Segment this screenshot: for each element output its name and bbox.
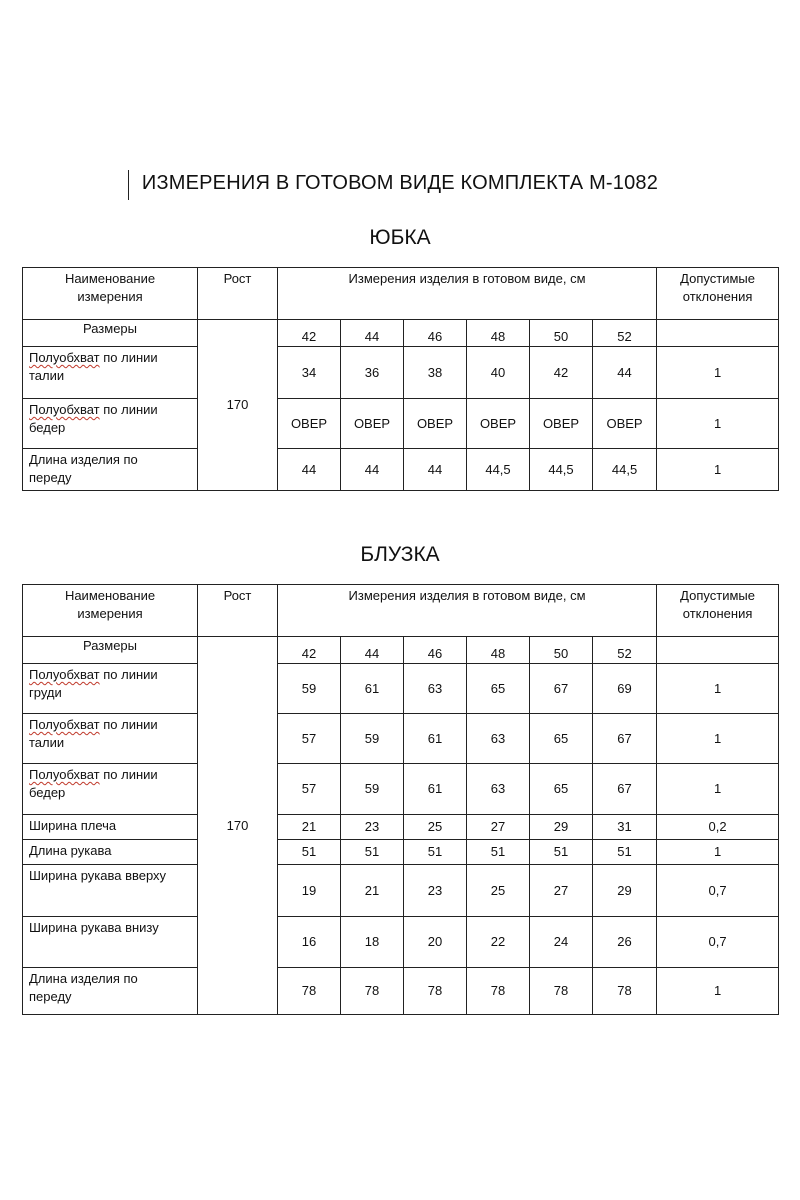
skirt-section-title: ЮБКА xyxy=(369,226,431,249)
sizes-tolerance-blank-cell xyxy=(657,320,779,347)
sizes-row xyxy=(23,637,779,664)
measurement-value-cell xyxy=(278,347,341,399)
header-name-line2: измерения xyxy=(77,289,143,304)
measurement-value-cell xyxy=(530,815,593,840)
size-value: 44 xyxy=(364,646,380,661)
size-cell xyxy=(467,320,530,347)
measurement-value-cell xyxy=(404,399,467,449)
measurement-value: 61 xyxy=(427,781,443,796)
tolerance-value-cell xyxy=(657,764,779,815)
measurement-value: 21 xyxy=(364,882,380,898)
size-cell xyxy=(341,637,404,664)
measurement-value: 59 xyxy=(364,730,380,746)
measurement-value: 51 xyxy=(364,844,380,859)
measurement-value-cell xyxy=(593,764,657,815)
measurement-value-cell xyxy=(278,714,341,764)
header-row xyxy=(23,585,779,637)
measurement-name-text: Длина изделия по xyxy=(29,452,138,467)
measurement-name-keyword: Полуобхват xyxy=(29,717,100,732)
measurement-value-cell xyxy=(593,399,657,449)
size-cell xyxy=(404,320,467,347)
measurement-value-cell xyxy=(593,664,657,714)
measurement-value: 40 xyxy=(490,364,506,380)
measurement-value-cell xyxy=(530,714,593,764)
measurement-name-continuation: талии xyxy=(29,735,65,750)
measurement-value: 23 xyxy=(364,819,380,834)
measurement-value: 42 xyxy=(553,364,569,380)
measurement-value-cell xyxy=(467,968,530,1015)
measurement-value: 44,5 xyxy=(485,461,511,477)
measurement-name-text: Длина изделия по xyxy=(29,971,138,986)
header-tolerance-line1: Допустимые xyxy=(680,271,755,286)
measurement-value: 24 xyxy=(553,934,569,949)
measurement-value-cell xyxy=(593,968,657,1015)
measurement-row xyxy=(23,399,779,449)
measurement-value: 34 xyxy=(301,364,317,380)
height-value: 170 xyxy=(226,397,249,412)
measurement-value-cell xyxy=(530,664,593,714)
height-value: 170 xyxy=(226,817,249,833)
measurement-value: 22 xyxy=(490,934,506,949)
measurement-value: 29 xyxy=(617,882,632,898)
measurement-value-cell xyxy=(467,815,530,840)
measurement-value-cell xyxy=(404,968,467,1015)
tolerance-value: 1 xyxy=(713,730,722,746)
measurement-value: ОВЕР xyxy=(606,415,643,431)
measurement-value: 78 xyxy=(364,983,380,998)
tolerance-value-cell xyxy=(657,664,779,714)
measurement-value-cell xyxy=(404,764,467,815)
measurement-value: 63 xyxy=(427,680,443,696)
measurement-value: 65 xyxy=(553,730,569,746)
measurement-value: 20 xyxy=(427,934,443,949)
measurement-name-text: по линии xyxy=(99,667,158,682)
measurement-value: 25 xyxy=(427,819,443,834)
tolerance-value: 1 xyxy=(713,844,722,859)
measurement-row xyxy=(23,968,779,1015)
measurement-value-cell xyxy=(404,917,467,968)
measurement-value: ОВЕР xyxy=(290,415,328,431)
measurement-value: ОВЕР xyxy=(479,415,517,431)
measurement-value-cell xyxy=(530,840,593,865)
measurement-name-keyword: Полуобхват xyxy=(29,667,100,682)
measurement-value: 67 xyxy=(617,730,632,746)
size-value: 42 xyxy=(301,329,317,344)
measurement-value-cell xyxy=(278,664,341,714)
measurement-name-cell xyxy=(23,399,198,449)
measurement-row xyxy=(23,347,779,399)
size-value: 50 xyxy=(553,646,569,661)
measurement-value: 61 xyxy=(364,680,380,696)
measurement-value: 36 xyxy=(364,364,380,380)
measurement-name-cell xyxy=(23,917,198,968)
sizes-label: Размеры xyxy=(82,321,138,336)
sizes-tolerance-blank-cell xyxy=(657,637,779,664)
measurement-value-cell xyxy=(278,764,341,815)
header-row xyxy=(23,268,779,320)
header-name-line1: Наименование xyxy=(64,271,156,286)
measurement-value: 78 xyxy=(490,983,506,998)
header-name-cell xyxy=(23,268,198,320)
measurement-name-continuation: бедер xyxy=(29,785,66,800)
measurement-value-cell xyxy=(530,865,593,917)
measurement-value: 44 xyxy=(617,364,632,380)
measurement-value-cell xyxy=(530,399,593,449)
size-cell xyxy=(341,320,404,347)
header-measurements-label: Измерения изделия в готовом виде, см xyxy=(348,271,586,286)
size-value: 42 xyxy=(301,646,317,661)
measurement-value-cell xyxy=(593,917,657,968)
measurement-value: 51 xyxy=(301,844,317,859)
size-value: 48 xyxy=(490,646,506,661)
measurement-value-cell xyxy=(278,815,341,840)
tolerance-value-cell xyxy=(657,917,779,968)
tolerance-value-cell xyxy=(657,865,779,917)
measurement-value: 27 xyxy=(490,819,506,834)
size-value: 48 xyxy=(490,329,506,344)
measurement-value: 21 xyxy=(301,819,317,834)
measurement-value: 67 xyxy=(617,781,632,796)
measurement-value-cell xyxy=(341,664,404,714)
measurement-value-cell xyxy=(530,449,593,491)
measurement-value: 51 xyxy=(617,844,632,859)
header-height-label: Рост xyxy=(223,588,252,603)
header-tolerance-cell xyxy=(657,268,779,320)
measurement-value-cell xyxy=(593,815,657,840)
tolerance-value: 1 xyxy=(713,781,722,796)
size-value: 52 xyxy=(617,646,632,661)
tolerance-value: 1 xyxy=(713,983,722,998)
tolerance-value-cell xyxy=(657,815,779,840)
measurement-value: ОВЕР xyxy=(416,415,454,431)
size-value: 46 xyxy=(427,329,443,344)
height-value-cell xyxy=(198,320,278,491)
tolerance-value-cell xyxy=(657,399,779,449)
measurement-name-continuation: бедер xyxy=(29,420,66,435)
measurement-value: 44 xyxy=(427,461,443,477)
measurement-value-cell xyxy=(341,449,404,491)
measurement-value: 19 xyxy=(301,882,317,898)
measurement-row xyxy=(23,865,779,917)
measurement-row xyxy=(23,764,779,815)
measurement-value-cell xyxy=(467,764,530,815)
size-cell xyxy=(278,637,341,664)
measurement-value-cell xyxy=(404,664,467,714)
header-measurements-label: Измерения изделия в готовом виде, см xyxy=(348,588,586,603)
measurement-value: 44 xyxy=(301,461,317,477)
measurement-value-cell xyxy=(593,865,657,917)
measurement-name-cell xyxy=(23,764,198,815)
measurement-value: 31 xyxy=(617,819,632,834)
header-height-cell xyxy=(198,268,278,320)
measurement-value: 78 xyxy=(301,983,317,998)
size-cell xyxy=(593,320,657,347)
measurement-value: 29 xyxy=(553,819,569,834)
measurement-row xyxy=(23,840,779,865)
measurement-value-cell xyxy=(530,347,593,399)
measurement-value: 51 xyxy=(553,844,569,859)
measurement-value: 59 xyxy=(301,680,317,696)
header-measurements-cell xyxy=(278,585,657,637)
measurement-value: 61 xyxy=(427,730,443,746)
measurement-row xyxy=(23,815,779,840)
measurement-value: 78 xyxy=(427,983,443,998)
measurement-value-cell xyxy=(467,347,530,399)
measurement-value: 51 xyxy=(490,844,506,859)
size-value: 50 xyxy=(553,329,569,344)
size-value: 52 xyxy=(617,329,632,344)
tolerance-value-cell xyxy=(657,449,779,491)
measurement-name-text: по линии xyxy=(99,402,158,417)
measurement-value: 78 xyxy=(617,983,632,998)
measurement-value-cell xyxy=(278,968,341,1015)
measurement-value: 67 xyxy=(553,680,569,696)
measurement-value-cell xyxy=(467,865,530,917)
sizes-label-cell xyxy=(23,637,198,664)
document-title: ИЗМЕРЕНИЯ В ГОТОВОМ ВИДЕ КОМПЛЕКТА М-1082 xyxy=(141,172,659,194)
measurement-value-cell xyxy=(467,664,530,714)
measurement-value-cell xyxy=(593,449,657,491)
measurement-value-cell xyxy=(341,399,404,449)
measurement-name-cell xyxy=(23,865,198,917)
measurement-value-cell xyxy=(530,764,593,815)
measurement-name-cell xyxy=(23,347,198,399)
measurement-value: 63 xyxy=(490,730,506,746)
measurement-value-cell xyxy=(341,347,404,399)
measurement-value-cell xyxy=(341,840,404,865)
measurement-value: 18 xyxy=(364,934,380,949)
measurement-name-keyword: Полуобхват xyxy=(29,350,100,365)
measurement-value-cell xyxy=(341,865,404,917)
blouse-measurements-table xyxy=(22,584,779,1015)
measurement-value: 59 xyxy=(364,781,380,796)
header-name-line2: измерения xyxy=(77,606,143,621)
blouse-section-title: БЛУЗКА xyxy=(360,543,440,566)
measurement-value: 38 xyxy=(427,364,443,380)
tolerance-value: 0,2 xyxy=(708,819,727,834)
size-value: 46 xyxy=(427,646,443,661)
sizes-label-cell xyxy=(23,320,198,347)
measurement-name-continuation: талии xyxy=(29,368,65,383)
measurement-value: 16 xyxy=(301,934,317,949)
measurement-value-cell xyxy=(278,449,341,491)
measurement-value: 57 xyxy=(301,781,317,796)
measurement-value: 65 xyxy=(553,781,569,796)
measurement-value-cell xyxy=(341,815,404,840)
measurement-name-cell xyxy=(23,840,198,865)
measurement-value-cell xyxy=(341,917,404,968)
measurement-value: 23 xyxy=(427,882,443,898)
measurement-value-cell xyxy=(467,917,530,968)
measurement-row xyxy=(23,714,779,764)
tolerance-value: 1 xyxy=(713,364,722,380)
measurement-value: 27 xyxy=(553,882,569,898)
measurement-value-cell xyxy=(341,764,404,815)
measurement-name-text: по линии xyxy=(99,717,158,732)
tolerance-value: 0,7 xyxy=(708,934,727,949)
tolerance-value: 1 xyxy=(713,415,722,431)
sizes-label: Размеры xyxy=(82,638,138,653)
tolerance-value: 1 xyxy=(713,680,722,696)
measurement-value-cell xyxy=(278,840,341,865)
skirt-measurements-table xyxy=(22,267,779,491)
measurement-name-text: Ширина плеча xyxy=(29,818,117,833)
measurement-value: 78 xyxy=(553,983,569,998)
measurement-value-cell xyxy=(593,347,657,399)
measurement-name-continuation: переду xyxy=(29,989,72,1004)
measurement-row xyxy=(23,449,779,491)
measurement-value-cell xyxy=(341,714,404,764)
header-name-line1: Наименование xyxy=(64,588,156,603)
measurement-name-cell xyxy=(23,664,198,714)
sizes-row xyxy=(23,320,779,347)
size-cell xyxy=(404,637,467,664)
size-cell xyxy=(593,637,657,664)
tolerance-value-cell xyxy=(657,968,779,1015)
measurement-name-text: Длина рукава xyxy=(29,843,112,858)
measurement-name-cell xyxy=(23,714,198,764)
measurement-value: 44,5 xyxy=(611,461,638,477)
measurement-value-cell xyxy=(278,917,341,968)
measurement-value-cell xyxy=(341,968,404,1015)
size-cell xyxy=(530,637,593,664)
header-tolerance-line2: отклонения xyxy=(682,289,753,304)
measurement-value-cell xyxy=(404,449,467,491)
measurement-value-cell xyxy=(467,840,530,865)
header-tolerance-line1: Допустимые xyxy=(680,588,755,603)
measurement-value-cell xyxy=(404,347,467,399)
measurement-name-continuation: переду xyxy=(29,470,72,485)
measurement-value-cell xyxy=(593,840,657,865)
measurement-value-cell xyxy=(278,399,341,449)
measurement-name-continuation: груди xyxy=(29,685,62,700)
tolerance-value-cell xyxy=(657,347,779,399)
size-cell xyxy=(467,637,530,664)
measurement-value: ОВЕР xyxy=(542,415,580,431)
measurement-value-cell xyxy=(530,917,593,968)
measurement-name-cell xyxy=(23,449,198,491)
measurement-value-cell xyxy=(404,714,467,764)
measurement-name-text: по линии xyxy=(99,350,158,365)
tolerance-value-cell xyxy=(657,840,779,865)
measurement-value: 25 xyxy=(490,882,506,898)
tolerance-value-cell xyxy=(657,714,779,764)
measurement-name-text: Ширина рукава вверху xyxy=(29,868,167,883)
measurement-value: ОВЕР xyxy=(353,415,391,431)
measurement-row xyxy=(23,664,779,714)
tolerance-value: 0,7 xyxy=(708,882,727,898)
measurement-value: 44 xyxy=(364,461,380,477)
measurement-name-keyword: Полуобхват xyxy=(29,767,100,782)
measurement-name-cell xyxy=(23,815,198,840)
measurement-name-keyword: Полуобхват xyxy=(29,402,100,417)
measurement-value-cell xyxy=(467,714,530,764)
measurement-value-cell xyxy=(404,865,467,917)
measurement-value-cell xyxy=(404,815,467,840)
height-value-cell xyxy=(198,637,278,1015)
measurement-name-text: по линии xyxy=(99,767,158,782)
measurement-name-text: Ширина рукава внизу xyxy=(29,920,159,935)
measurement-value-cell xyxy=(467,399,530,449)
header-measurements-cell xyxy=(278,268,657,320)
measurement-value: 63 xyxy=(490,781,506,796)
header-tolerance-line2: отклонения xyxy=(682,606,753,621)
measurement-value-cell xyxy=(278,865,341,917)
measurement-value-cell xyxy=(593,714,657,764)
size-cell xyxy=(278,320,341,347)
measurement-row xyxy=(23,917,779,968)
measurement-value: 57 xyxy=(301,730,317,746)
measurement-value: 51 xyxy=(427,844,443,859)
measurement-value: 26 xyxy=(617,934,632,949)
size-cell xyxy=(530,320,593,347)
measurement-value: 69 xyxy=(617,680,632,696)
measurement-name-cell xyxy=(23,968,198,1015)
header-height-label: Рост xyxy=(223,271,252,286)
measurement-value-cell xyxy=(530,968,593,1015)
measurement-value: 44,5 xyxy=(548,461,574,477)
size-value: 44 xyxy=(364,329,380,344)
measurement-value-cell xyxy=(467,449,530,491)
header-name-cell xyxy=(23,585,198,637)
header-tolerance-cell xyxy=(657,585,779,637)
measurement-value-cell xyxy=(404,840,467,865)
measurement-value: 65 xyxy=(490,680,506,696)
header-height-cell xyxy=(198,585,278,637)
tolerance-value: 1 xyxy=(713,461,722,477)
